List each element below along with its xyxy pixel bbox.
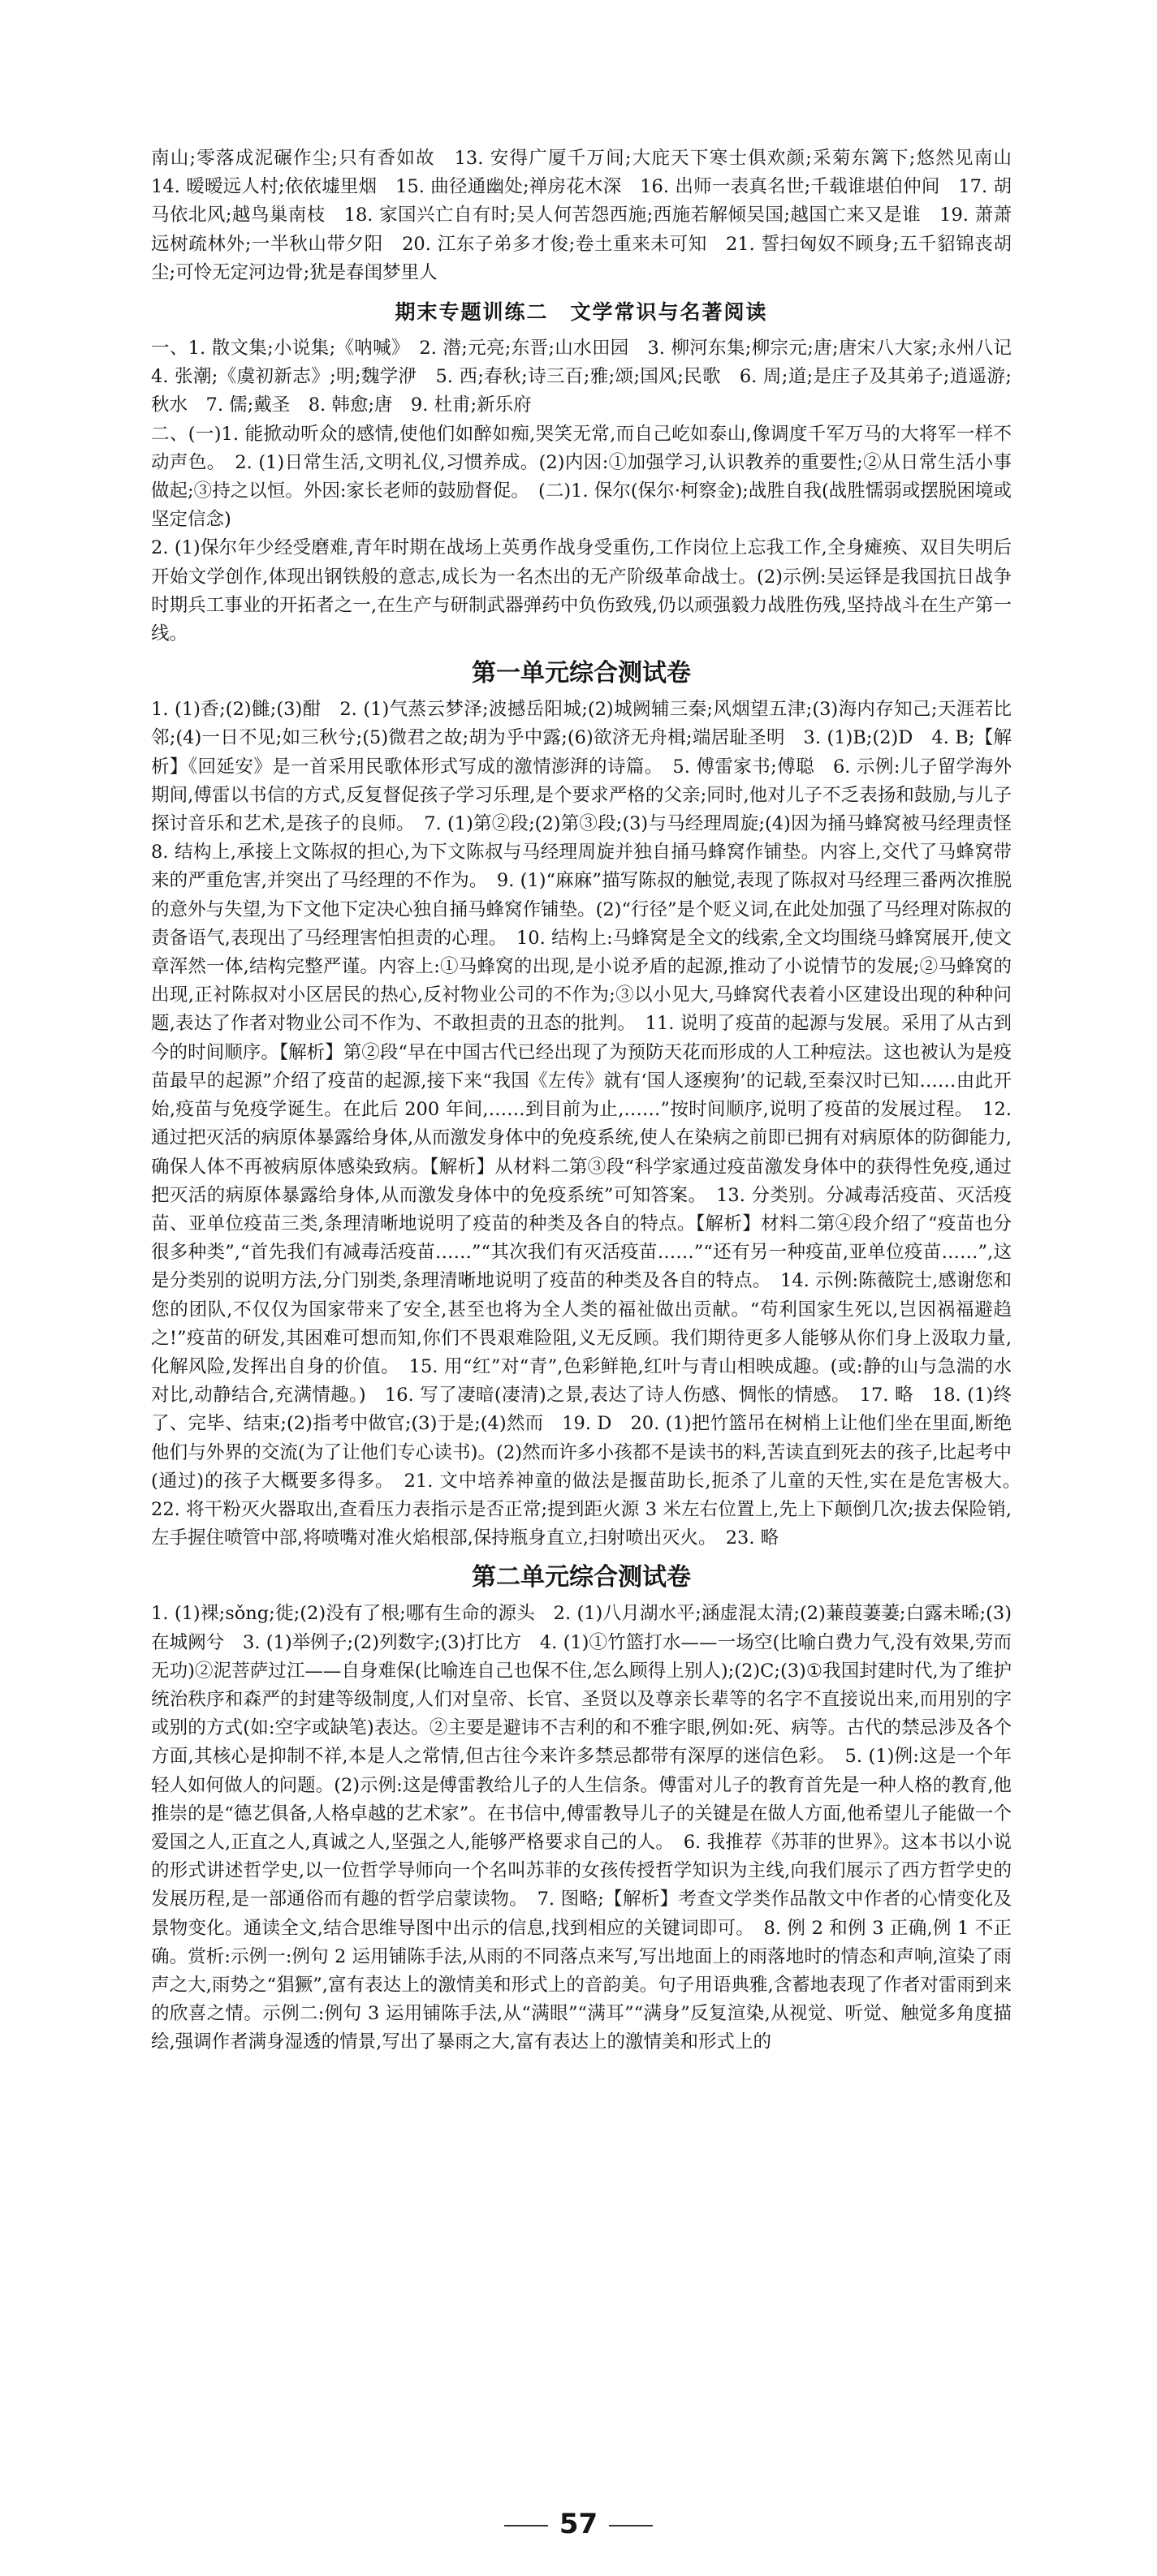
section-title-unit-two: 第二单元综合测试卷 — [472, 1563, 691, 1592]
section-a-paragraph-2: 二、(一)1. 能掀动听众的感情,使他们如醉如痴,哭笑无常,而自己屹如泰山,像调度千军万马的大将军一样不动声色。 2. (1)日常生活,文明礼仪,习惯养成。(2)内因:①加强学习,认识教养的重要性;②从日常生活小事做起;③持之以恒。外因:家长老师的鼓励督促。 (二)1. 保尔(保尔·柯察金);战胜自我(战胜懦弱或摆脱困境或坚定信念) — [151, 423, 1012, 531]
footer-left-dash — [504, 2525, 548, 2526]
section-a-paragraph-1: 一、1. 散文集;小说集;《呐喊》 2. 潜;元亮;东晋;山水田园 3. 柳河东集;柳宗元;唐;唐宋八大家;永州八记 4. 张潮;《虞初新志》;明;魏学洢 5. 西;春秋;诗三百;雅;颂;国风;民歌 6. 周;道;是庄子及其弟子;逍遥游;秋水 7. 儒;戴圣 8. 韩愈;唐 9. 杜甫;新乐府 — [151, 338, 1030, 416]
section-b-paragraph-1: 1. (1)香;(2)雠;(3)酣 2. (1)气蒸云梦泽;波撼岳阳城;(2)城阙辅三秦;风烟望五津;(3)海内存知己;天涯若比邻;(4)一日不见;如三秋兮;(5)微君之故;胡为乎中露;(6)欲济无舟楫;端居耻圣明 3. (1)B;(2)D 4. B;【解析】《回延安》是一首采用民歌体形式写成的激情澎湃的诗篇。 5. 傅雷家书;傅聪 6. 示例:儿子留学海外期间,傅雷以书信的方式,反复督促孩子学习乐理,是个要求严格的父亲;同时,他对儿子不乏表扬和鼓励,与儿子探讨音乐和艺术,是孩子的良师。 7. (1)第②段;(2)第③段;(3)与马经理周旋;(4)因为捅马蜂窝被马经理责怪 8. 结构上,承接上文陈叔的担心,为下文陈叔与马经理周旋并独自捅马蜂窝作铺垫。内容上,交代了马蜂窝带来的严重危害,并突出了马经理的不作为。 9. (1)“麻麻”描写陈叔的触觉,表现了陈叔对马经理三番两次推脱的意外与失望,为下文他下定决心独自捅马蜂窝作铺垫。(2)“行径”是个贬义词,在此处加强了马经理对陈叔的责备语气,表现出了马经理害怕担责的心理。 10. 结构上:马蜂窝是全文的线索,全文均围绕马蜂窝展开,使文章浑然一体,结构完整严谨。内容上:①马蜂窝的出现,是小说矛盾的起源,推动了小说情节的发展;②马蜂窝的出现,正衬陈叔对小区居民的热心,反衬物业公司的不作为;③以小见大,马蜂窝代表着小区建设出现的种种问题,表达了作者对物业公司不作为、不敢担责的丑态的批判。 11. 说明了疫苗的起源与发展。采用了从古到今的时间顺序。【解析】第②段“早在中国古代已经出现了为预防天花而形成的人工种痘法。这也被认为是疫苗最早的起源”介绍了疫苗的起源,接下来“我国《左传》就有‘国人逐瘈狗’的记载,至秦汉时已知……由此开始,疫苗与免疫学诞生。在此后 200 年间,……到目前为止,……”按时间顺序,说明了疫苗的发展过程。 12. 通过把灭活的病原体暴露给身体,从而激发身体中的免疫系统,使人在染病之前即已拥有对病原体的防御能力,确保人体不再被病原体感染致病。【解析】从材料二第③段“科学家通过疫苗激发身体中的获得性免疫,通过把灭活的病原体暴露给身体,从而激发身体中的免疫系统”可知答案。 13. 分类别。分减毒活疫苗、灭活疫苗、亚单位疫苗三类,条理清晰地说明了疫苗的种类及各自的特点。【解析】材料二第④段介绍了“疫苗也分很多种类”,“首先我们有减毒活疫苗……”“其次我们有灭活疫苗……”“还有另一种疫苗,亚单位疫苗……”,这是分类别的说明方法,分门别类,条理清晰地说明了疫苗的种类及各自的特点。 14. 示例:陈薇院士,感谢您和您的团队,不仅仅为国家带来了安全,甚至也将为全人类的福祉做出贡献。“苟利国家生死以,岂因祸福避趋之!”疫苗的研发,其困难可想而知,你们不畏艰难险阻,义无反顾。我们期待更多人能够从你们身上汲取力量,化解风险,发挥出自身的价值。 15. 用“红”对“青”,色彩鲜艳,红叶与青山相映成趣。(或:静的山与急湍的水对比,动静结合,充满情趣。) 16. 写了凄暗(凄清)之景,表达了诗人伤感、惆怅的情感。 17. 略 18. (1)终了、完毕、结束;(2)指考中做官;(3)于是;(4)然而 19. D 20. (1)把竹篮吊在树梢上让他们坐在里面,断绝他们与外界的交流(为了让他们专心读书)。(2)然而许多小孩都不是读书的料,苦读直到死去的孩子,比起考中(通过)的孩子大概要多得多。 21. 文中培养神童的做法是揠苗助长,扼杀了儿童的天性,实在是危害极大。 22. 将干粉灭火器取出,查看压力表指示是否正常;提到距火源 3 米左右位置上,先上下颠倒几次;拔去保险销,左手握住喷管中部,将喷嘴对准火焰根部,保持瓶身直立,扫射喷出灭火。 23. 略 — [151, 699, 1030, 1549]
answer-page — [151, 144, 1030, 2057]
page-number: 57 — [559, 2508, 598, 2540]
footer-right-dash — [609, 2525, 653, 2526]
section-a-paragraph-3: 2. (1)保尔年少经受磨难,青年时期在战场上英勇作战身受重伤,工作岗位上忘我工作,全身瘫痪、双目失明后开始文学创作,体现出钢铁般的意志,成长为一名杰出的无产阶级革命战士。(2)示例:吴运铎是我国抗日战争时期兵工事业的开拓者之一,在生产与研制武器弹药中负伤致残,仍以顽强毅力战胜伤残,坚持战斗在生产第一线。 — [151, 537, 1012, 645]
intro-paragraph: 南山;零落成泥碾作尘;只有香如故 13. 安得广厦千万间;大庇天下寒士俱欢颜;采菊东篱下;悠然见南山 14. 暧暧远人村;依依墟里烟 15. 曲径通幽处;禅房花木深 16. 出师一表真名世;千载谁堪伯仲间 17. 胡马依北风;越鸟巢南枝 18. 家国兴亡自有时;吴人何苦怨西施;西施若解倾吴国;越国亡来又是谁 19. 萧萧远树疏林外;一半秋山带夕阳 20. 江东子弟多才俊;卷土重来未可知 21. 誓扫匈奴不顾身;五千貂锦丧胡尘;可怜无定河边骨;犹是春闺梦里人 — [151, 148, 1030, 283]
section-title-unit-one: 第一单元综合测试卷 — [472, 659, 691, 688]
section-title-final-training: 期末专题训练二 文学常识与名著阅读 — [395, 300, 768, 325]
section-c-paragraph-1: 1. (1)裸;sǒng;徙;(2)没有了根;哪有生命的源头 2. (1)八月湖水平;涵虚混太清;(2)蒹葭萋萋;白露未晞;(3)在城阙兮 3. (1)举例子;(2)列数字;(3)打比方 4. (1)①竹篮打水——一场空(比喻白费力气,没有效果,劳而无功)②泥菩萨过江——自身难保(比喻连自己也保不住,怎么顾得上别人);(2)C;(3)①我国封建时代,为了维护统治秩序和森严的封建等级制度,人们对皇帝、长官、圣贤以及尊亲长辈等的名字不直接说出来,而用别的字或别的方式(如:空字或缺笔)表达。②主要是避讳不吉利的和不雅字眼,例如:死、病等。古代的禁忌涉及各个方面,其核心是抑制不祥,本是人之常情,但古往今来许多禁忌都带有深厚的迷信色彩。 5. (1)例:这是一个年轻人如何做人的问题。(2)示例:这是傅雷教给儿子的人生信条。傅雷对儿子的教育首先是一种人格的教育,他推崇的是“德艺俱备,人格卓越的艺术家”。在书信中,傅雷教导儿子的关键是在做人方面,他希望儿子能做一个爱国之人,正直之人,真诚之人,坚强之人,能够严格要求自己的人。 6. 我推荐《苏菲的世界》。这本书以小说的形式讲述哲学史,以一位哲学导师向一个名叫苏菲的女孩传授哲学知识为主线,向我们展示了西方哲学史的发展历程,是一部通俗而有趣的哲学启蒙读物。 7. 图略;【解析】考查文学类作品散文中作者的心情变化及景物变化。通读全文,结合思维导图中出示的信息,找到相应的关键词即可。 8. 例 2 和例 3 正确,例 1 不正确。赏析:示例一:例句 2 运用铺陈手法,从雨的不同落点来写,写出地面上的雨落地时的情态和声响,渲染了雨声之大,雨势之“猖獗”,富有表达上的激情美和形式上的音韵美。句子用语典雅,含蓄地表现了作者对雷雨到来的欣喜之情。示例二:例句 3 运用铺陈手法,从“满眼”“满耳”“满身”反复渲染,从视觉、听觉、触觉多角度描绘,强调作者满身湿透的情景,写出了暴雨之大,富有表达上的激情美和形式上的 — [151, 1603, 1012, 2053]
page-number-footer — [0, 2508, 1157, 2540]
